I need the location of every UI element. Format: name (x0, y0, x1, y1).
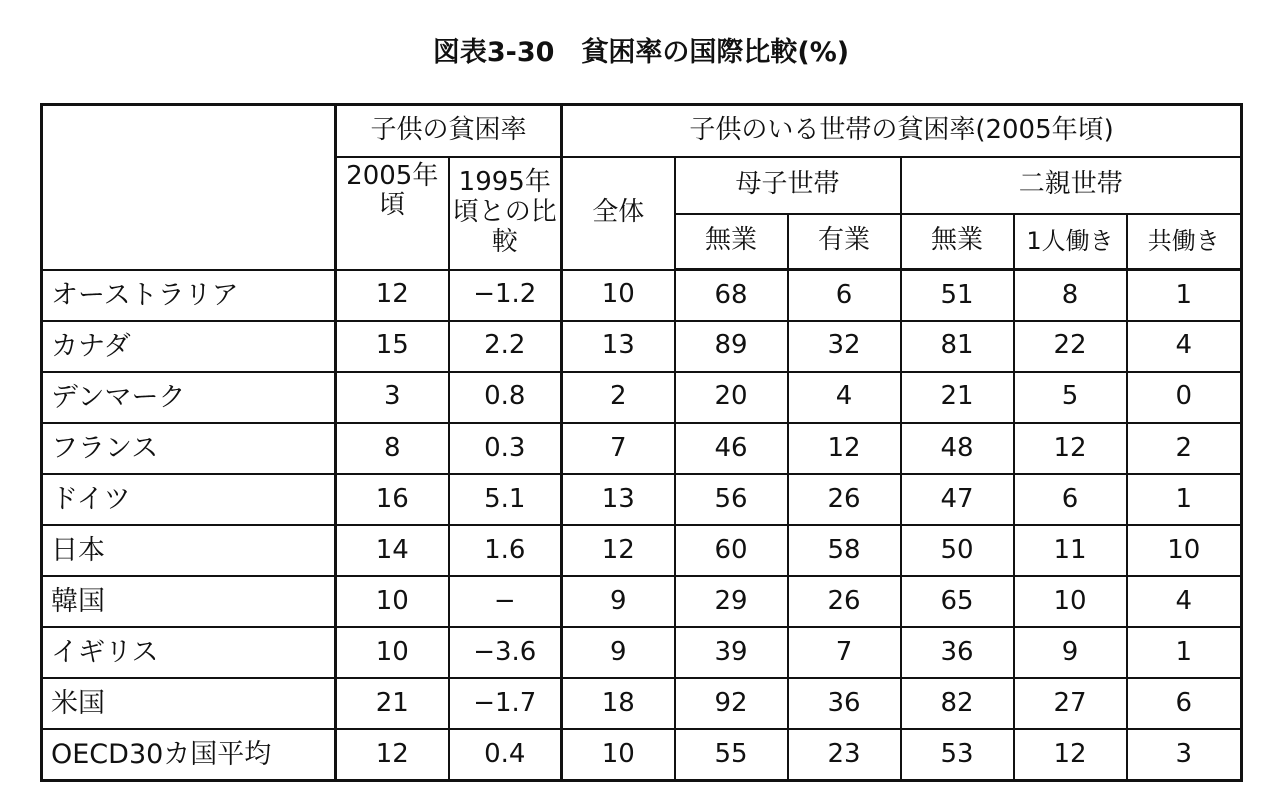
value-cell: 29 (675, 576, 788, 627)
value-cell: 47 (901, 474, 1014, 525)
table-row (42, 321, 1242, 372)
value-cell: 48 (901, 423, 1014, 474)
value-cell: 60 (675, 525, 788, 576)
value-cell: 8 (336, 423, 449, 474)
value-cell: 9 (1014, 627, 1127, 678)
value-cell: 10 (1127, 525, 1242, 576)
value-cell: 14 (336, 525, 449, 576)
value-cell: 13 (562, 321, 675, 372)
country-name: オーストラリア (42, 270, 336, 321)
value-cell: 6 (788, 270, 901, 321)
value-cell: 53 (901, 729, 1014, 780)
value-cell: 5.1 (449, 474, 562, 525)
country-name: 米国 (42, 678, 336, 729)
value-cell: −1.2 (449, 270, 562, 321)
value-cell: 10 (562, 729, 675, 780)
header-mother-employed: 有業 (788, 214, 901, 270)
value-cell: 4 (1127, 321, 1242, 372)
table-body (42, 270, 1242, 781)
value-cell: 7 (562, 423, 675, 474)
value-cell: 0.3 (449, 423, 562, 474)
table-row (42, 525, 1242, 576)
value-cell: 2 (562, 372, 675, 423)
header-household-poverty: 子供のいる世帯の貧困率(2005年頃) (562, 105, 1242, 157)
value-cell: 56 (675, 474, 788, 525)
value-cell: 6 (1014, 474, 1127, 525)
header-single-mother: 母子世帯 (675, 157, 901, 214)
value-cell: 1 (1127, 474, 1242, 525)
value-cell: 23 (788, 729, 901, 780)
table-row (42, 678, 1242, 729)
value-cell: 1.6 (449, 525, 562, 576)
value-cell: 8 (1014, 270, 1127, 321)
country-name: フランス (42, 423, 336, 474)
value-cell: 11 (1014, 525, 1127, 576)
value-cell: 68 (675, 270, 788, 321)
header-all: 全体 (562, 157, 675, 270)
country-name: カナダ (42, 321, 336, 372)
value-cell: 10 (1014, 576, 1127, 627)
header-one-earner: 1人働き (1014, 214, 1127, 270)
country-name: 日本 (42, 525, 336, 576)
table-row (42, 270, 1242, 321)
value-cell: 1 (1127, 627, 1242, 678)
country-name: 韓国 (42, 576, 336, 627)
header-child-poverty: 子供の貧困率 (336, 105, 562, 157)
value-cell: 0.8 (449, 372, 562, 423)
value-cell: 1 (1127, 270, 1242, 321)
value-cell: −1.7 (449, 678, 562, 729)
value-cell: 51 (901, 270, 1014, 321)
value-cell: 21 (901, 372, 1014, 423)
value-cell: 10 (562, 270, 675, 321)
value-cell: 3 (1127, 729, 1242, 780)
header-two-parent: 二親世帯 (901, 157, 1242, 214)
value-cell: 2 (1127, 423, 1242, 474)
table-title: 図表3-30 貧困率の国際比較(%) (432, 37, 850, 68)
value-cell: 18 (562, 678, 675, 729)
header-1995-compare: 1995年頃との比較 (449, 157, 562, 270)
value-cell: 12 (336, 270, 449, 321)
value-cell: 92 (675, 678, 788, 729)
value-cell: 4 (788, 372, 901, 423)
value-cell: 9 (562, 576, 675, 627)
country-name: イギリス (42, 627, 336, 678)
value-cell: 13 (562, 474, 675, 525)
value-cell: 10 (336, 576, 449, 627)
value-cell: 82 (901, 678, 1014, 729)
value-cell: 0 (1127, 372, 1242, 423)
value-cell: 7 (788, 627, 901, 678)
value-cell: 39 (675, 627, 788, 678)
header-mother-unemployed: 無業 (675, 214, 788, 270)
value-cell: 27 (1014, 678, 1127, 729)
value-cell: 26 (788, 474, 901, 525)
value-cell: 50 (901, 525, 1014, 576)
value-cell: 0.4 (449, 729, 562, 780)
value-cell: 12 (562, 525, 675, 576)
poverty-rate-table (40, 103, 1243, 782)
value-cell: 65 (901, 576, 1014, 627)
value-cell: 6 (1127, 678, 1242, 729)
value-cell: 36 (788, 678, 901, 729)
country-name: ドイツ (42, 474, 336, 525)
value-cell: 12 (1014, 729, 1127, 780)
value-cell: 9 (562, 627, 675, 678)
value-cell: 89 (675, 321, 788, 372)
table-row (42, 474, 1242, 525)
value-cell: 55 (675, 729, 788, 780)
value-cell: 81 (901, 321, 1014, 372)
value-cell: 22 (1014, 321, 1127, 372)
header-dual-earner: 共働き (1127, 214, 1242, 270)
value-cell: 16 (336, 474, 449, 525)
table-row (42, 423, 1242, 474)
value-cell: 20 (675, 372, 788, 423)
table-row (42, 372, 1242, 423)
value-cell: 10 (336, 627, 449, 678)
value-cell: 32 (788, 321, 901, 372)
value-cell: 12 (1014, 423, 1127, 474)
value-cell: − (449, 576, 562, 627)
value-cell: 36 (901, 627, 1014, 678)
value-cell: 12 (336, 729, 449, 780)
header-two-unemployed: 無業 (901, 214, 1014, 270)
value-cell: −3.6 (449, 627, 562, 678)
table-row (42, 627, 1242, 678)
value-cell: 46 (675, 423, 788, 474)
header-2005: 2005年頃 (336, 157, 449, 270)
header-corner-cell (42, 105, 336, 270)
value-cell: 3 (336, 372, 449, 423)
value-cell: 21 (336, 678, 449, 729)
value-cell: 4 (1127, 576, 1242, 627)
table-row (42, 729, 1242, 780)
country-name: OECD30カ国平均 (42, 729, 336, 780)
country-name: デンマーク (42, 372, 336, 423)
value-cell: 26 (788, 576, 901, 627)
value-cell: 15 (336, 321, 449, 372)
table-row (42, 576, 1242, 627)
value-cell: 5 (1014, 372, 1127, 423)
value-cell: 2.2 (449, 321, 562, 372)
value-cell: 12 (788, 423, 901, 474)
value-cell: 58 (788, 525, 901, 576)
